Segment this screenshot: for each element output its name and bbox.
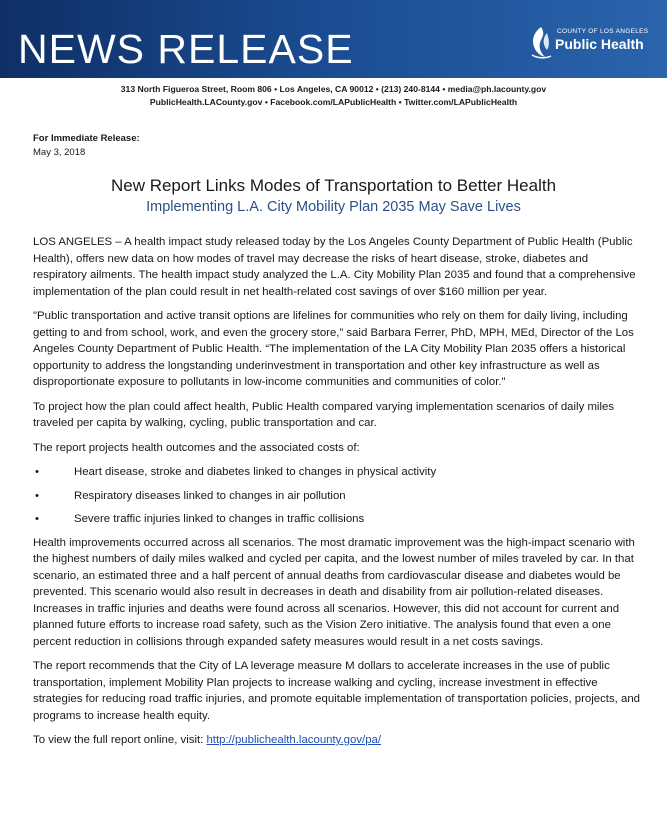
- report-link[interactable]: http://publichealth.lacounty.gov/pa/: [206, 734, 382, 746]
- bullet-icon: •: [35, 489, 39, 502]
- list-item: [33, 488, 643, 504]
- bullet-icon: •: [35, 513, 39, 525]
- paragraph-results: Health improvements occurred across all scenarios. The most dramatic improvement was the high-impact scenario with the highest numbers of daily miles walked and cycled per capita, and the lowest number of miles traveled by car. In that scenario, an estimated three and a half percent of annual deaths from cardiovascular disease and diabetes would be prevented. This scenario would also result in decreases in death and disability from air pollution-related diseases. Increases in traffic injuries and deaths were found across all scenarios. However, this did not account for current and planned future efforts to increase road safety, such as the Vision Zero initiative. The analysis found that even a one percent reduction in collisions through expanded safety measures would result in a net costs savings.: [33, 536, 635, 648]
- subheadline: Implementing L.A. City Mobility Plan 2035 May Save Lives: [146, 199, 521, 215]
- news-release-banner: [0, 0, 667, 78]
- paragraph-projection: To project how the plan could affect health, Public Health compared varying implementation scenarios of daily miles traveled per capita by walking, cycling, public transportation and car.: [33, 400, 615, 429]
- list-item-text: Severe traffic injuries linked to changes in traffic collisions: [74, 513, 365, 525]
- flame-logo-icon: [527, 25, 555, 59]
- paragraph-lead: LOS ANGELES – A health impact study released today by the Los Angeles County Department of Public Health (Public Health), offers new data on how modes of travel may decrease the risks of heart disease, stroke, diabetes and respiratory ailments. The health impact study analyzed the L.A. City Mobility Plan 2035 and found that a comprehensive implementation of the plan could result in net health-related cost savings of over $160 million per year.: [33, 236, 636, 298]
- contact-line-1: 313 North Figueroa Street, Room 806 • Los Angeles, CA 90012 • (213) 240-8144 • media@ph.lacounty.gov: [120, 84, 547, 94]
- public-health-logo: [527, 25, 657, 65]
- closing-text: To view the full report online, visit:: [33, 734, 207, 746]
- paragraph-outcomes-intro: The report projects health outcomes and the associated costs of:: [33, 441, 360, 454]
- logo-public-health-text: Public Health: [555, 36, 644, 52]
- release-date: May 3, 2018: [33, 147, 86, 158]
- banner-title: NEWS RELEASE: [18, 26, 354, 72]
- outcomes-list: [33, 464, 643, 527]
- paragraph-quote: "Public transportation and active transit options are lifelines for communities who rely on them for daily living, including getting to and from school, work, and even the grocery store,” said Barbara Ferrer, PhD, MPH, MEd, Director of the Los Angeles County Department of Public Health. “The implementation of the LA City Mobility Plan 2035 offers a historical opportunity to address the longstanding underinvestment in transportation and other key infrastructure as well as disproportionate exposure to pollutants in low-income communities and communities of color.": [33, 310, 634, 388]
- release-label: For Immediate Release:: [33, 133, 140, 144]
- paragraph-closing: [33, 732, 643, 749]
- list-item-text: Respiratory diseases linked to changes in air pollution: [74, 489, 346, 502]
- contact-line-2: PublicHealth.LACounty.gov • Facebook.com/LAPublicHealth • Twitter.com/LAPublicHealth: [149, 97, 518, 107]
- list-item: [33, 464, 643, 480]
- logo-county-text: COUNTY OF LOS ANGELES: [557, 28, 649, 35]
- bullet-icon: •: [35, 466, 39, 478]
- headline: New Report Links Modes of Transportation to Better Health: [110, 176, 557, 195]
- list-item-text: Heart disease, stroke and diabetes linked to changes in physical activity: [74, 466, 437, 478]
- paragraph-recommendations: The report recommends that the City of LA leverage measure M dollars to accelerate increases in the use of public transportation, implement Mobility Plan projects to increase walking and cycling, increase investment in effective strategies for reducing road traffic injuries, and promote equitable implementation of transportation policies, projects, and programs to increase health equity.: [33, 660, 640, 722]
- list-item: [33, 511, 643, 527]
- article-body: [33, 234, 643, 757]
